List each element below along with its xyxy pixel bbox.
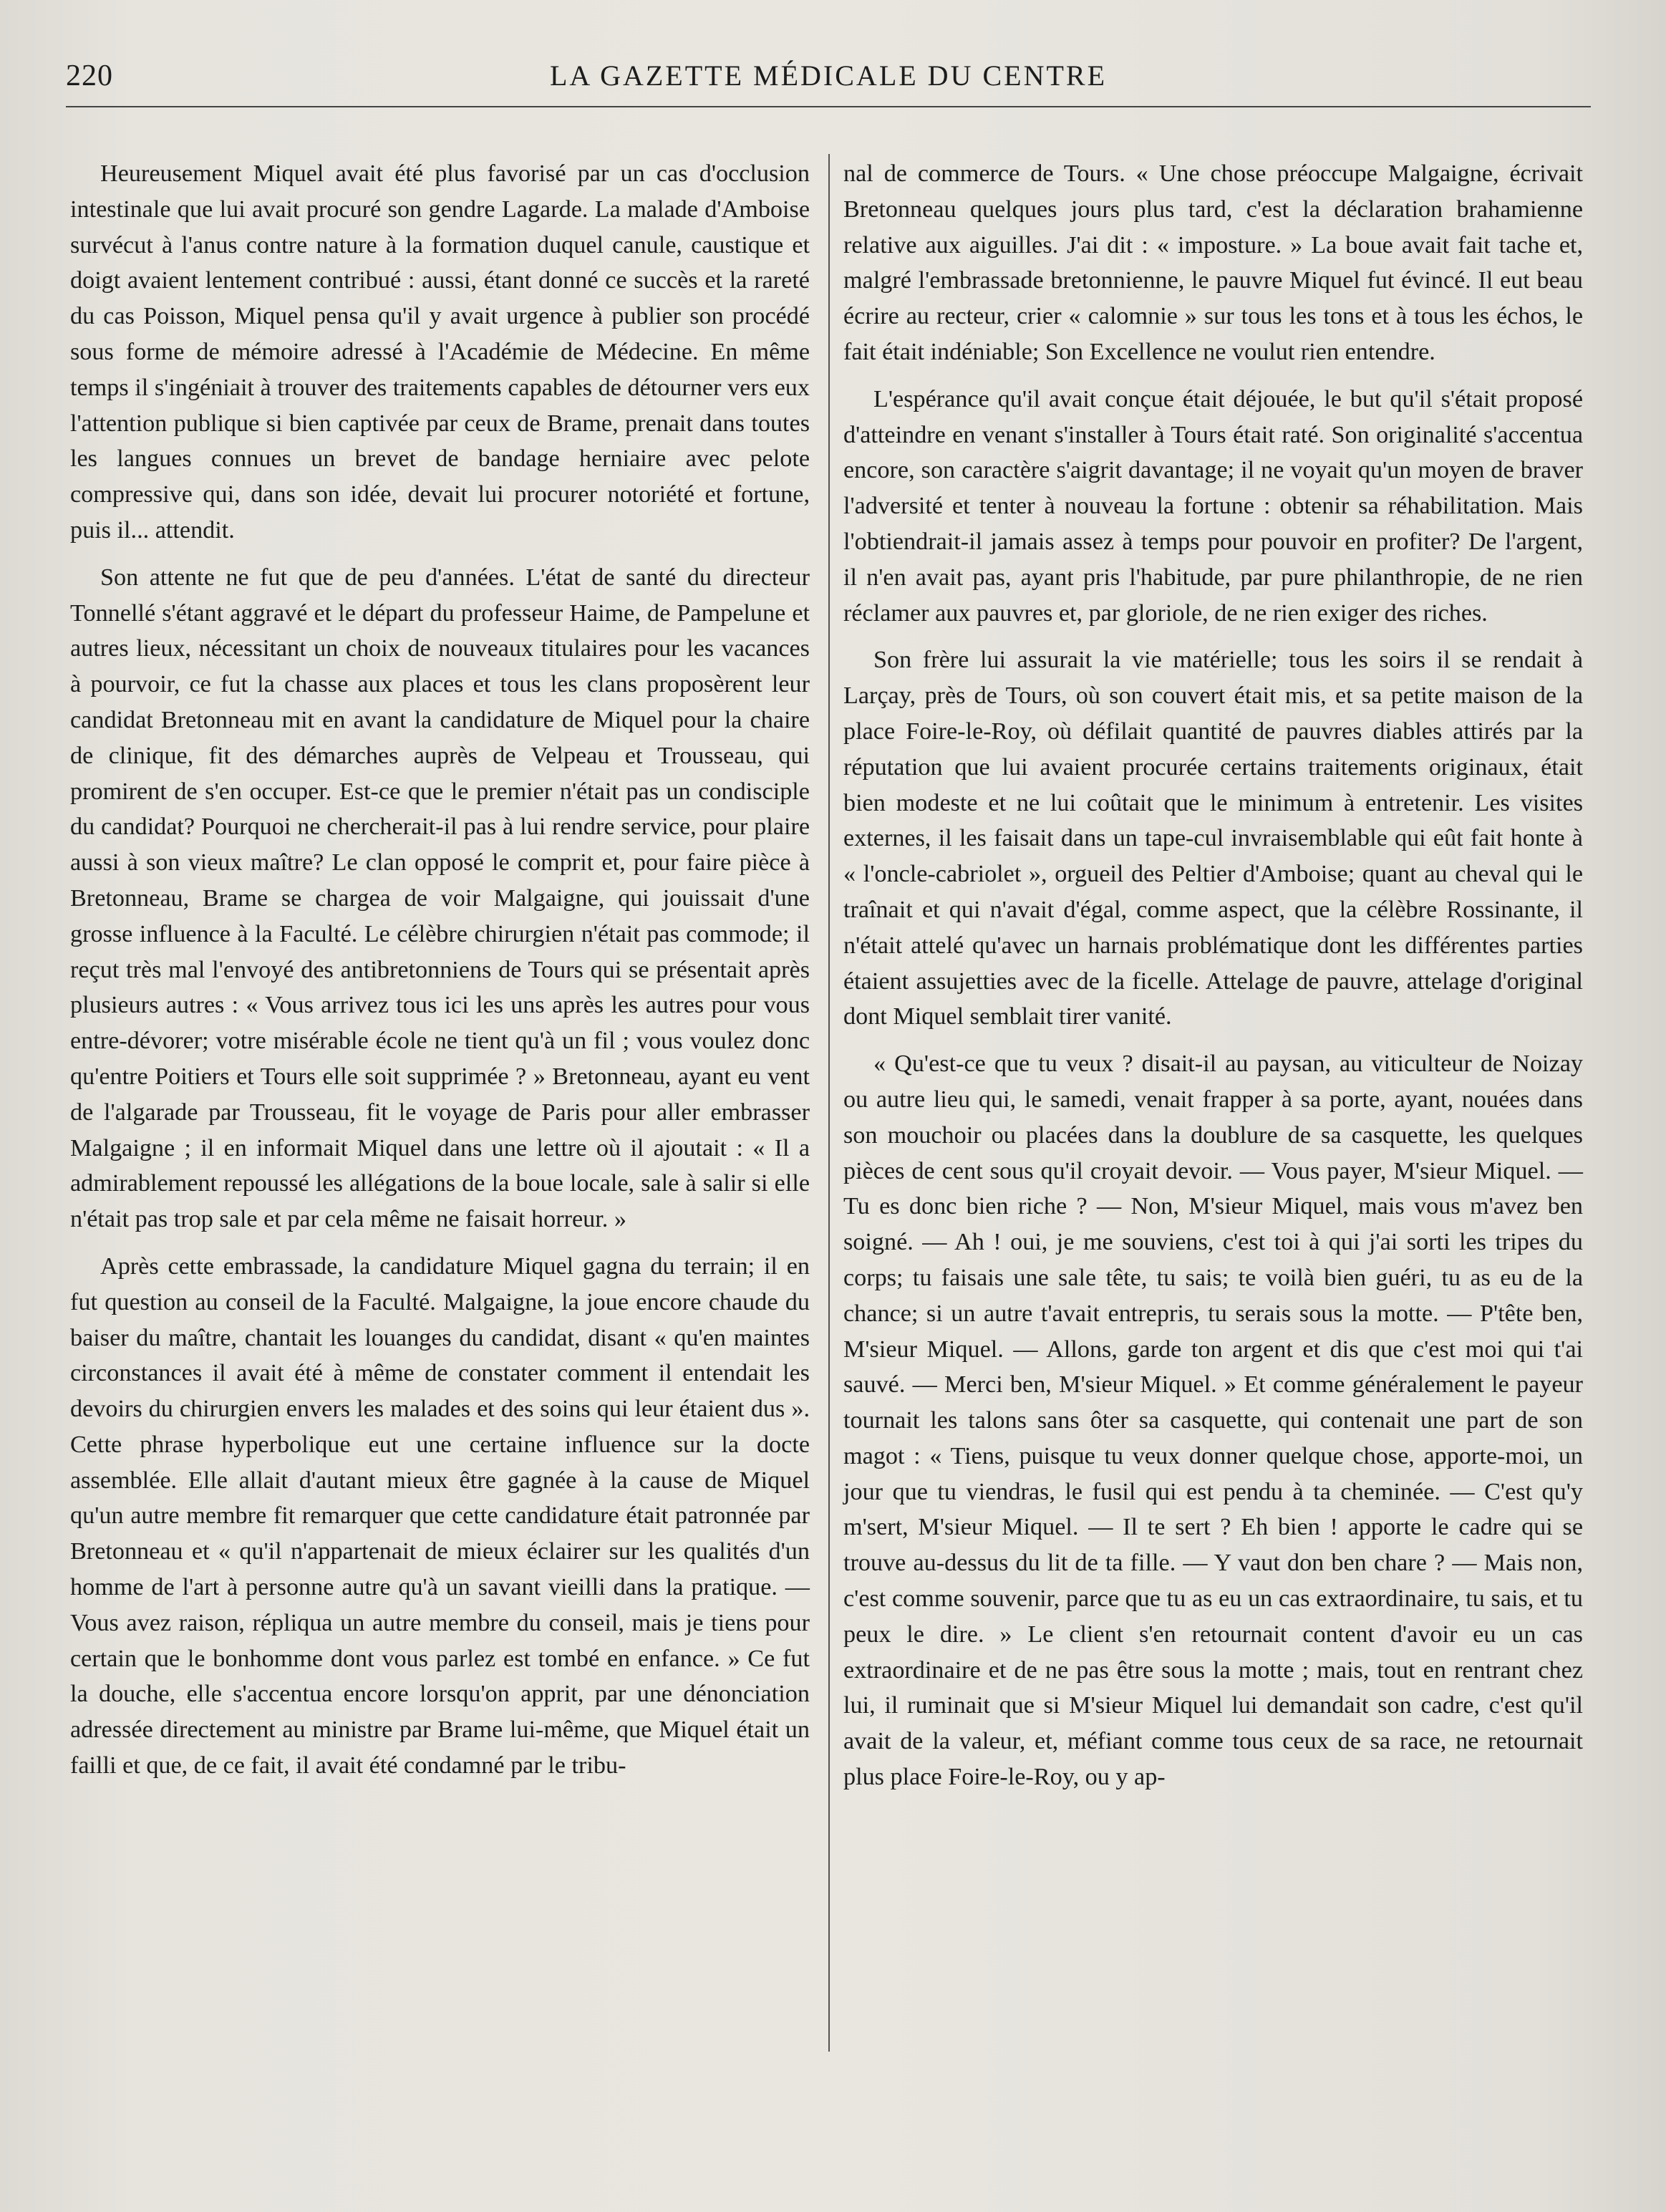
paragraph: « Qu'est-ce que tu veux ? disait-il au paysan, au viticulteur de Noizay ou autre lieu qui, le samedi, venait frapper à sa porte, ayant, nouées dans son mouchoir ou placées dans la doublure de sa casquette, les quelques pièces de cent sous qu'il croyait devoir. — Vous payer, M'sieur Miquel. — Tu es donc bien riche ? — Non, M'sieur Miquel, mais vous m'avez ben soigné. — Ah ! oui, je me souviens, c'est toi à qui j'ai sorti les tripes du corps; tu faisais une sale tête, tu sais; te voilà bien guéri, tu as eu de la chance; si un autre t'avait entrepris, tu serais sous la motte. — P'tête ben, M'sieur Miquel. — Allons, garde ton argent et dis que c'est moi qui t'ai sauvé. — Merci ben, M'sieur Miquel. » Et comme généralement le payeur tournait les talons sans ôter sa casquette, qui contenait une part de son magot : « Tiens, puisque tu veux donner quelque chose, apporte-moi, un jour que tu viendras, le fusil qui est pendu à ta cheminée. — C'est qu'y m'sert, M'sieur Miquel. — Il te sert ? Eh bien ! apporte le cadre qui se trouve au-dessus du lit de ta fille. — Y vaut don ben chare ? — Mais non, c'est comme souvenir, parce que tu as eu un cas extraordinaire, tu sais, et tu peux le dire. » Le client s'en retournait content d'avoir eu un cas extraordinaire et de ne pas être sous la motte ; mais, tout en rentrant chez lui, il ruminait que si M'sieur Miquel lui demandait son cadre, c'est qu'il avait de la valeur, et, méfiant comme tous ceux de sa race, ne retournait plus place Foire-le-Roy, ou y ap- [843, 1051, 1583, 1791]
paragraph: Son frère lui assurait la vie matérielle; tous les soirs il se rendait à Larçay, près de Tours, où son couvert était mis, et sa petite maison de la place Foire-le-Roy, où défilait quantité de pauvres diables attirés par la réputation que lui avaient procurée certains traitements originaux, était bien modeste et ne lui coûtait que le minimum à entretenir. Les visites externes, il les faisait dans un tape-cul invraisemblable qui eût fait honte à « l'oncle-cabriolet », orgueil des Peltier d'Amboise; quant au cheval qui le traînait et qui n'avait d'égal, comme aspect, que la célèbre Rossinante, il n'était attelé qu'avec un harnais problématique dont les différentes parties étaient assujetties avec de la ficelle. Attelage de pauvre, attelage d'original dont Miquel semblait tirer vanité. [843, 647, 1583, 1030]
page-number: 220 [66, 59, 113, 92]
left-column [70, 156, 810, 1795]
right-column [843, 156, 1583, 1807]
paragraph: Après cette embrassade, la candidature Miquel gagna du terrain; il en fut question au conseil de la Faculté. Malgaigne, la joue encore chaude du baiser du maître, chantait les louanges du candidat, disant « qu'en maintes circonstances il avait été à même de constater comment il entendait les devoirs du chirurgien envers les malades et des soins qui leur étaient dus ». Cette phrase hyperbolique eut une certaine influence sur la docte assemblée. Elle allait d'autant mieux être gagnée à la cause de Miquel qu'un autre membre fit remarquer que cette candidature était patronnée par Bretonneau et « qu'il n'appartenait de mieux éclairer sur les qualités d'un homme de l'art à personne autre qu'à un savant vieilli dans la pratique. — Vous avez raison, répliqua un autre membre du conseil, mais je tiens pour certain que le bonhomme dont vous parlez est tombé en enfance. » Ce fut la douche, elle s'accentua encore lorsqu'on apprit, par une dénonciation adressée directement au ministre par Brame lui-même, que Miquel était un failli et que, de ce fait, il avait été condamné par le tribu- [70, 1252, 810, 1779]
paragraph: L'espérance qu'il avait conçue était déjouée, le but qu'il s'était proposé d'atteindre en venant s'installer à Tours était raté. Son originalité s'accentua encore, son caractère s'aigrit davantage; il ne voyait qu'un moyen de braver l'adversité et tenter à nouveau la fortune : obtenir sa réhabilitation. Mais l'obtiendrait-il jamais assez à temps pour pouvoir en profiter? De l'argent, il n'en avait pas, ayant pris l'habitude, par pure philanthropie, de ne rien réclamer aux pauvres et, par gloriole, de ne rien exiger des riches. [843, 385, 1583, 627]
header-rule [66, 106, 1591, 107]
paragraph: Heureusement Miquel avait été plus favorisé par un cas d'occlusion intestinale que lui avait procuré son gendre Lagarde. La malade d'Amboise survécut à l'anus contre nature à la formation duquel canule, caustique et doigt avaient lentement contribué : aussi, étant donné ce succès et la rareté du cas Poisson, Miquel pensa qu'il y avait urgence à publier son procédé sous forme de mémoire adressé à l'Académie de Médecine. En même temps il s'ingéniait à trouver des traitements capables de détourner vers eux l'attention publique si bien captivée par ceux de Brame, prenait dans toutes les langues connues un brevet de bandage herniaire avec pelote compressive qui, dans son idée, devait lui procurer notoriété et fortune, puis il... attendit. [70, 160, 810, 544]
journal-title: LA GAZETTE MÉDICALE DU CENTRE [549, 59, 1107, 92]
column-divider [828, 154, 830, 2052]
page-header [66, 52, 1591, 109]
paragraph-continuation: nal de commerce de Tours. « Une chose préoccupe Malgaigne, écrivait Bretonneau quelques jours plus tard, c'est la déclaration brahamienne relative aux aiguilles. J'ai dit : « imposture. » La boue avait fait tache et, malgré l'embrassade bretonnienne, le pauvre Miquel fut évincé. Il eut beau écrire au recteur, crier « calomnie » sur tous les tons et à tous les échos, le fait était indéniable; Son Excellence ne voulut rien entendre. [843, 160, 1583, 365]
paragraph: Son attente ne fut que de peu d'années. L'état de santé du directeur Tonnellé s'étant aggravé et le départ du professeur Haime, de Pampelune et autres lieux, nécessitant un choix de nouveaux titulaires pour les vacances à pourvoir, ce fut la chasse aux places et tous les clans proposèrent leur candidat Bretonneau mit en avant la candidature de Miquel pour la chaire de clinique, fit des démarches auprès de Velpeau et Trousseau, qui promirent de s'en occuper. Est-ce que le premier n'était pas un condisciple du candidat? Pourquoi ne chercherait-il pas à lui rendre service, pour plaire aussi à son vieux maître? Le clan opposé le comprit et, pour faire pièce à Bretonneau, Brame se chargea de voir Malgaigne, qui jouissait d'une grosse influence à la Faculté. Le célèbre chirurgien n'était pas commode; il reçut très mal l'envoyé des antibretonniens de Tours qui se présentait après plusieurs autres : « Vous arrivez tous ici les uns après les autres pour vous entre-dévorer; votre misérable école ne tient qu'à un fil ; vous voulez donc qu'entre Poitiers et Tours elle soit supprimée ? » Bretonneau, ayant eu vent de l'algarade par Trousseau, fit le voyage de Paris pour aller embrasser Malgaigne ; il en informait Miquel dans une lettre où il ajoutait : « Il a admirablement repoussé les allégations de la boue locale, sale à salir si elle n'était pas trop sale et par cela même ne faisait horreur. » [70, 564, 810, 1233]
